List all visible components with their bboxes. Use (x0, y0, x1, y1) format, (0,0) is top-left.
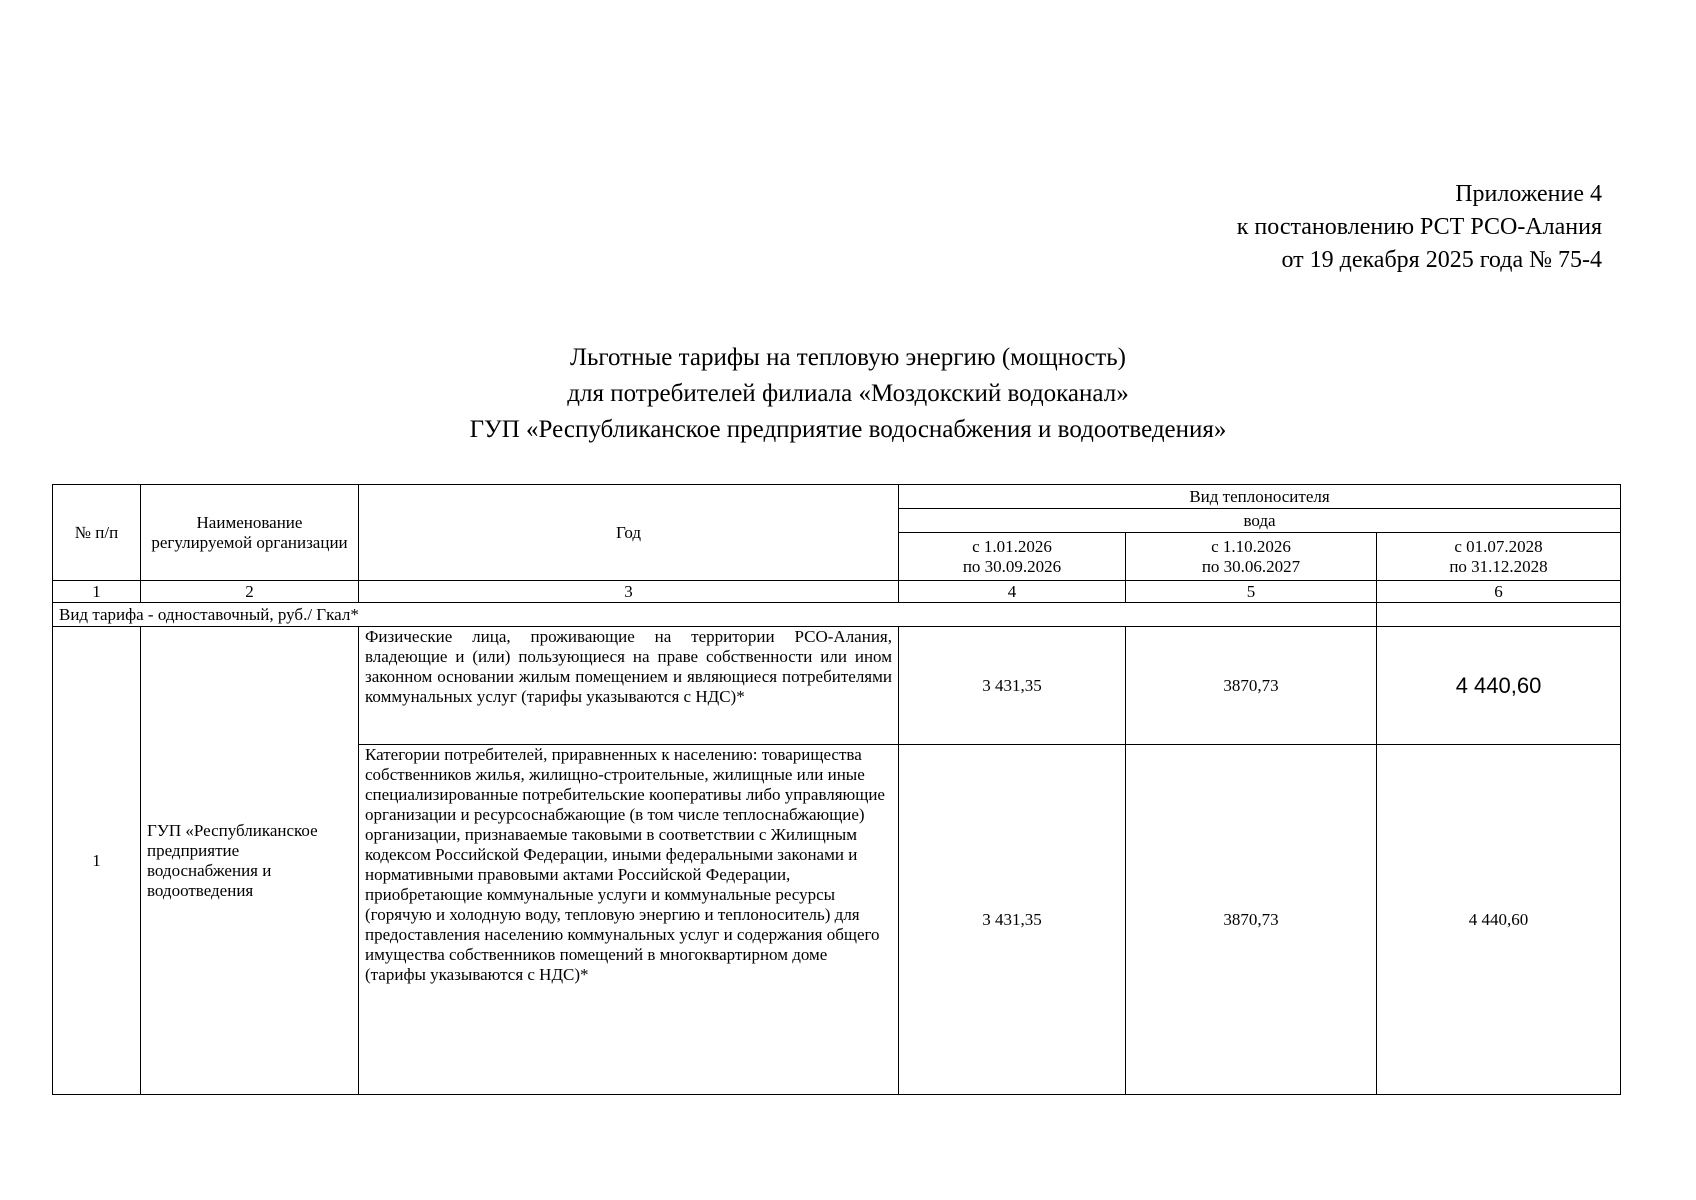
header-num: № п/п (53, 485, 141, 581)
appendix-header (1237, 178, 1602, 277)
period-3-from: с 01.07.2028 (1454, 536, 1543, 556)
period-3-to: по 31.12.2028 (1449, 556, 1548, 576)
appendix-date: от 19 декабря 2025 года № 75-4 (1281, 247, 1602, 273)
document-title (0, 340, 1696, 448)
col-number-1: 1 (53, 581, 141, 603)
title-line-1: Льготные тарифы на тепловую энергию (мощность) (570, 344, 1126, 371)
header-period-1 (899, 533, 1126, 581)
header-carrier-type: Вид теплоносителя (899, 485, 1621, 509)
category-1-value-3: 4 440,60 (1377, 627, 1621, 745)
col-number-3: 3 (359, 581, 899, 603)
appendix-reference: к постановлению РСТ РСО-Алания (1236, 214, 1602, 240)
title-line-3: ГУП «Республиканское предприятие водоснабжения и водоотведения» (469, 416, 1227, 443)
category-1-value-1: 3 431,35 (899, 627, 1126, 745)
period-1-from: с 1.01.2026 (972, 536, 1052, 556)
col-number-6: 6 (1377, 581, 1621, 603)
category-2-value-1: 3 431,35 (899, 745, 1126, 1095)
category-1-value-2: 3870,73 (1126, 627, 1377, 745)
period-2-to: по 30.06.2027 (1201, 556, 1301, 576)
category-2-text: Категории потребителей, приравненных к населению: товарищества собственников жилья, жилищно-строительные, жилищные или иные специализированные потребительские кооперативы либо управляющие организации и ресурсоснабжающие (в том числе теплоснабжающие) организации, признаваемые таковыми в соответствии с Жилищным кодексом Российской Федерации, иными федеральными законами и нормативными правовыми актами Российской Федерации, приобретающие коммунальные услуги и коммунальные ресурсы (горячую и холодную воду, тепловую энергию и теплоноситель) для предоставления населению коммунальных услуг и содержания общего имущества собственников помещений в многоквартирном доме (тарифы указываются с НДС)* (359, 745, 899, 1095)
col-number-2: 2 (141, 581, 359, 603)
header-period-2 (1126, 533, 1377, 581)
category-2-value-2: 3870,73 (1126, 745, 1377, 1095)
header-carrier: вода (899, 509, 1621, 533)
tariff-type-label: Вид тарифа - одноставочный, руб./ Гкал* (53, 603, 1377, 627)
appendix-number: Приложение 4 (1455, 181, 1602, 207)
header-year: Год (359, 485, 899, 581)
category-1-text: Физические лица, проживающие на территории РСО-Алания, владеющие и (или) пользующиеся на праве собственности или ином законном основании жилым помещением и являющиеся потребителями коммунальных услуг (тарифы указываются с НДС)* (359, 627, 899, 745)
col-number-4: 4 (899, 581, 1126, 603)
category-2-value-3: 4 440,60 (1377, 745, 1621, 1095)
period-2-from: с 1.10.2026 (1211, 536, 1291, 556)
row-org: ГУП «Республиканское предприятие водоснабжения и водоотведения (141, 627, 359, 1095)
tariff-table (52, 484, 1621, 1095)
tariff-type-empty (1377, 603, 1621, 627)
col-number-5: 5 (1126, 581, 1377, 603)
row-num: 1 (53, 627, 141, 1095)
header-period-3 (1377, 533, 1621, 581)
period-1-to: по 30.09.2026 (962, 556, 1062, 576)
header-org: Наименование регулируемой организации (141, 485, 359, 581)
title-line-2: для потребителей филиала «Моздокский водоканал» (567, 380, 1129, 407)
